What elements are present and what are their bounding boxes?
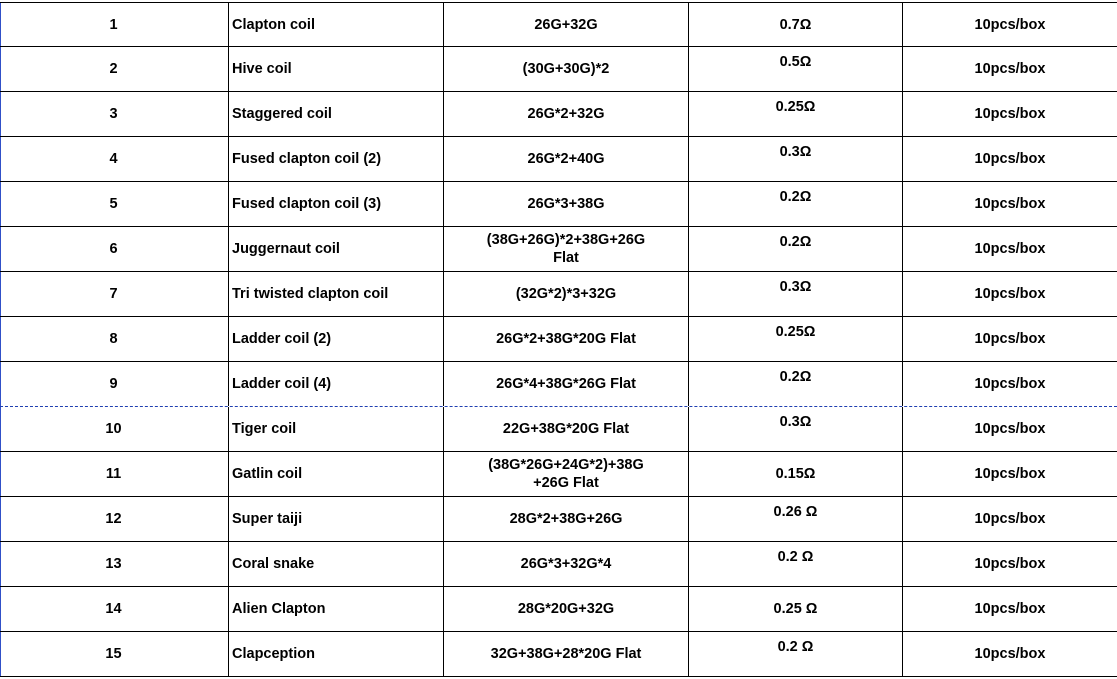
wire-spec-cell bbox=[443, 542, 688, 586]
row-number-cell bbox=[0, 47, 228, 91]
row-number-cell bbox=[0, 587, 228, 631]
coil-name-cell-text: Tiger coil bbox=[232, 421, 297, 437]
table-row bbox=[0, 407, 1117, 452]
packaging-cell-text: 10pcs/box bbox=[974, 151, 1046, 167]
resistance-cell bbox=[688, 452, 902, 496]
wire-spec-cell bbox=[443, 47, 688, 91]
coil-name-cell bbox=[228, 407, 443, 451]
wire-spec-cell-text: 26G*2+32G bbox=[527, 106, 605, 122]
coil-name-cell bbox=[228, 272, 443, 316]
coil-name-cell-text: Gatlin coil bbox=[232, 466, 303, 482]
packaging-cell-text: 10pcs/box bbox=[974, 241, 1046, 257]
row-number-cell-text: 7 bbox=[109, 286, 118, 302]
row-number-cell-text: 14 bbox=[105, 601, 122, 617]
resistance-cell-text: 0.2 Ω bbox=[777, 549, 814, 565]
row-number-cell bbox=[0, 542, 228, 586]
packaging-cell-text: 10pcs/box bbox=[974, 376, 1046, 392]
table-row bbox=[0, 317, 1117, 362]
coil-name-cell bbox=[228, 3, 443, 46]
wire-spec-cell bbox=[443, 182, 688, 226]
packaging-cell bbox=[902, 542, 1117, 586]
packaging-cell bbox=[902, 497, 1117, 541]
coil-name-cell-text: Clapton coil bbox=[232, 16, 315, 33]
resistance-cell-text: 0.2Ω bbox=[779, 369, 812, 385]
wire-spec-cell bbox=[443, 317, 688, 361]
row-number-cell-text: 8 bbox=[109, 331, 118, 347]
row-number-cell-text: 4 bbox=[109, 151, 118, 167]
resistance-cell-text: 0.3Ω bbox=[779, 144, 812, 160]
packaging-cell-text: 10pcs/box bbox=[974, 556, 1046, 572]
packaging-cell bbox=[902, 452, 1117, 496]
resistance-cell bbox=[688, 227, 902, 271]
packaging-cell bbox=[902, 47, 1117, 91]
table-row bbox=[0, 182, 1117, 227]
wire-spec-cell bbox=[443, 137, 688, 181]
wire-spec-cell bbox=[443, 497, 688, 541]
packaging-cell-text: 10pcs/box bbox=[974, 601, 1046, 617]
wire-spec-cell bbox=[443, 587, 688, 631]
resistance-cell bbox=[688, 362, 902, 406]
wire-spec-cell-text: (32G*2)*3+32G bbox=[515, 286, 617, 302]
resistance-cell bbox=[688, 182, 902, 226]
resistance-cell-text: 0.25Ω bbox=[775, 99, 816, 115]
packaging-cell-text: 10pcs/box bbox=[974, 646, 1046, 662]
table-row bbox=[0, 542, 1117, 587]
resistance-cell bbox=[688, 3, 902, 46]
table-row bbox=[0, 2, 1117, 47]
resistance-cell bbox=[688, 407, 902, 451]
row-number-cell bbox=[0, 182, 228, 226]
resistance-cell-text: 0.3Ω bbox=[779, 279, 812, 295]
coil-name-cell bbox=[228, 182, 443, 226]
table-row bbox=[0, 47, 1117, 92]
wire-spec-cell-text: 26G*4+38G*26G Flat bbox=[496, 376, 636, 392]
resistance-cell-text: 0.5Ω bbox=[779, 54, 812, 70]
resistance-cell bbox=[688, 587, 902, 631]
packaging-cell-text: 10pcs/box bbox=[974, 286, 1046, 302]
row-number-cell bbox=[0, 92, 228, 136]
packaging-cell-text: 10pcs/box bbox=[974, 421, 1046, 437]
table-row bbox=[0, 362, 1117, 407]
row-number-cell-text: 1 bbox=[109, 16, 118, 33]
resistance-cell bbox=[688, 47, 902, 91]
coil-name-cell-text: Fused clapton coil (2) bbox=[232, 151, 382, 167]
coil-name-cell-text: Clapception bbox=[232, 646, 315, 662]
row-number-cell bbox=[0, 272, 228, 316]
coil-name-cell bbox=[228, 227, 443, 271]
coil-name-cell bbox=[228, 452, 443, 496]
row-number-cell bbox=[0, 3, 228, 46]
table-row bbox=[0, 227, 1117, 272]
resistance-cell-text: 0.15Ω bbox=[775, 466, 816, 482]
table-row bbox=[0, 497, 1117, 542]
wire-spec-cell-text: 28G*2+38G+26G bbox=[509, 511, 623, 527]
wire-spec-cell-text: 28G*20G+32G bbox=[517, 601, 615, 617]
resistance-cell-text: 0.7Ω bbox=[779, 16, 812, 33]
coil-name-cell bbox=[228, 632, 443, 676]
packaging-cell bbox=[902, 3, 1117, 46]
resistance-cell-text: 0.25 Ω bbox=[773, 601, 818, 617]
coil-name-cell bbox=[228, 137, 443, 181]
row-number-cell bbox=[0, 227, 228, 271]
row-number-cell bbox=[0, 317, 228, 361]
wire-spec-cell-text: (38G*26G+24G*2)+38G +26G Flat bbox=[488, 457, 644, 491]
coil-name-cell bbox=[228, 497, 443, 541]
coil-name-cell bbox=[228, 317, 443, 361]
wire-spec-cell bbox=[443, 92, 688, 136]
row-number-cell-text: 6 bbox=[109, 241, 118, 257]
row-number-cell bbox=[0, 407, 228, 451]
row-number-cell bbox=[0, 452, 228, 496]
table-row bbox=[0, 137, 1117, 182]
wire-spec-cell-text: (30G+30G)*2 bbox=[522, 61, 610, 77]
packaging-cell-text: 10pcs/box bbox=[974, 196, 1046, 212]
packaging-cell-text: 10pcs/box bbox=[974, 106, 1046, 122]
coil-name-cell-text: Alien Clapton bbox=[232, 601, 326, 617]
wire-spec-cell bbox=[443, 3, 688, 46]
resistance-cell-text: 0.3Ω bbox=[779, 414, 812, 430]
resistance-cell bbox=[688, 137, 902, 181]
coil-spec-table bbox=[0, 2, 1117, 679]
resistance-cell-text: 0.25Ω bbox=[775, 324, 816, 340]
wire-spec-cell bbox=[443, 452, 688, 496]
coil-name-cell-text: Coral snake bbox=[232, 556, 315, 572]
resistance-cell-text: 0.2 Ω bbox=[777, 639, 814, 655]
row-number-cell-text: 2 bbox=[109, 61, 118, 77]
resistance-cell bbox=[688, 317, 902, 361]
coil-name-cell bbox=[228, 587, 443, 631]
packaging-cell-text: 10pcs/box bbox=[974, 511, 1046, 527]
row-number-cell-text: 13 bbox=[105, 556, 122, 572]
packaging-cell bbox=[902, 407, 1117, 451]
packaging-cell-text: 10pcs/box bbox=[974, 331, 1046, 347]
coil-name-cell-text: Ladder coil (2) bbox=[232, 331, 332, 347]
packaging-cell bbox=[902, 587, 1117, 631]
packaging-cell bbox=[902, 227, 1117, 271]
wire-spec-cell bbox=[443, 272, 688, 316]
coil-name-cell-text: Hive coil bbox=[232, 61, 292, 77]
row-number-cell bbox=[0, 137, 228, 181]
packaging-cell bbox=[902, 632, 1117, 676]
table-row bbox=[0, 452, 1117, 497]
wire-spec-cell-text: 26G*3+32G*4 bbox=[520, 556, 612, 572]
coil-name-cell bbox=[228, 92, 443, 136]
table-row bbox=[0, 587, 1117, 632]
coil-name-cell-text: Super taiji bbox=[232, 511, 303, 527]
packaging-cell bbox=[902, 92, 1117, 136]
resistance-cell bbox=[688, 497, 902, 541]
row-number-cell-text: 5 bbox=[109, 196, 118, 212]
wire-spec-cell-text: 26G+32G bbox=[534, 16, 598, 33]
coil-name-cell-text: Fused clapton coil (3) bbox=[232, 196, 382, 212]
table-row bbox=[0, 272, 1117, 317]
wire-spec-cell-text: 26G*2+38G*20G Flat bbox=[496, 331, 636, 347]
packaging-cell bbox=[902, 272, 1117, 316]
wire-spec-cell-text: 26G*3+38G bbox=[527, 196, 605, 212]
row-number-cell-text: 12 bbox=[105, 511, 122, 527]
wire-spec-cell bbox=[443, 407, 688, 451]
coil-name-cell-text: Staggered coil bbox=[232, 106, 332, 122]
coil-name-cell bbox=[228, 362, 443, 406]
table-row bbox=[0, 632, 1117, 677]
row-number-cell-text: 10 bbox=[105, 421, 122, 437]
resistance-cell bbox=[688, 92, 902, 136]
wire-spec-cell-text: (38G+26G)*2+38G+26G Flat bbox=[486, 232, 646, 266]
coil-name-cell-text: Juggernaut coil bbox=[232, 241, 340, 257]
packaging-cell bbox=[902, 317, 1117, 361]
resistance-cell bbox=[688, 542, 902, 586]
packaging-cell-text: 10pcs/box bbox=[974, 61, 1046, 77]
packaging-cell-text: 10pcs/box bbox=[974, 466, 1046, 482]
row-number-cell-text: 3 bbox=[109, 106, 118, 122]
wire-spec-cell bbox=[443, 632, 688, 676]
coil-name-cell bbox=[228, 542, 443, 586]
wire-spec-cell bbox=[443, 227, 688, 271]
wire-spec-cell-text: 22G+38G*20G Flat bbox=[502, 421, 630, 437]
coil-name-cell bbox=[228, 47, 443, 91]
resistance-cell-text: 0.2Ω bbox=[779, 189, 812, 205]
resistance-cell bbox=[688, 632, 902, 676]
row-number-cell-text: 15 bbox=[105, 646, 122, 662]
row-number-cell bbox=[0, 362, 228, 406]
row-number-cell-text: 9 bbox=[109, 376, 118, 392]
packaging-cell bbox=[902, 362, 1117, 406]
resistance-cell-text: 0.2Ω bbox=[779, 234, 812, 250]
packaging-cell bbox=[902, 182, 1117, 226]
wire-spec-cell-text: 26G*2+40G bbox=[527, 151, 605, 167]
row-number-cell-text: 11 bbox=[105, 466, 122, 482]
packaging-cell bbox=[902, 137, 1117, 181]
table-row bbox=[0, 92, 1117, 137]
resistance-cell bbox=[688, 272, 902, 316]
coil-name-cell-text: Tri twisted clapton coil bbox=[232, 286, 389, 302]
packaging-cell-text: 10pcs/box bbox=[974, 16, 1046, 33]
row-number-cell bbox=[0, 632, 228, 676]
row-number-cell bbox=[0, 497, 228, 541]
resistance-cell-text: 0.26 Ω bbox=[773, 504, 818, 520]
wire-spec-cell bbox=[443, 362, 688, 406]
coil-name-cell-text: Ladder coil (4) bbox=[232, 376, 332, 392]
wire-spec-cell-text: 32G+38G+28*20G Flat bbox=[490, 646, 642, 662]
